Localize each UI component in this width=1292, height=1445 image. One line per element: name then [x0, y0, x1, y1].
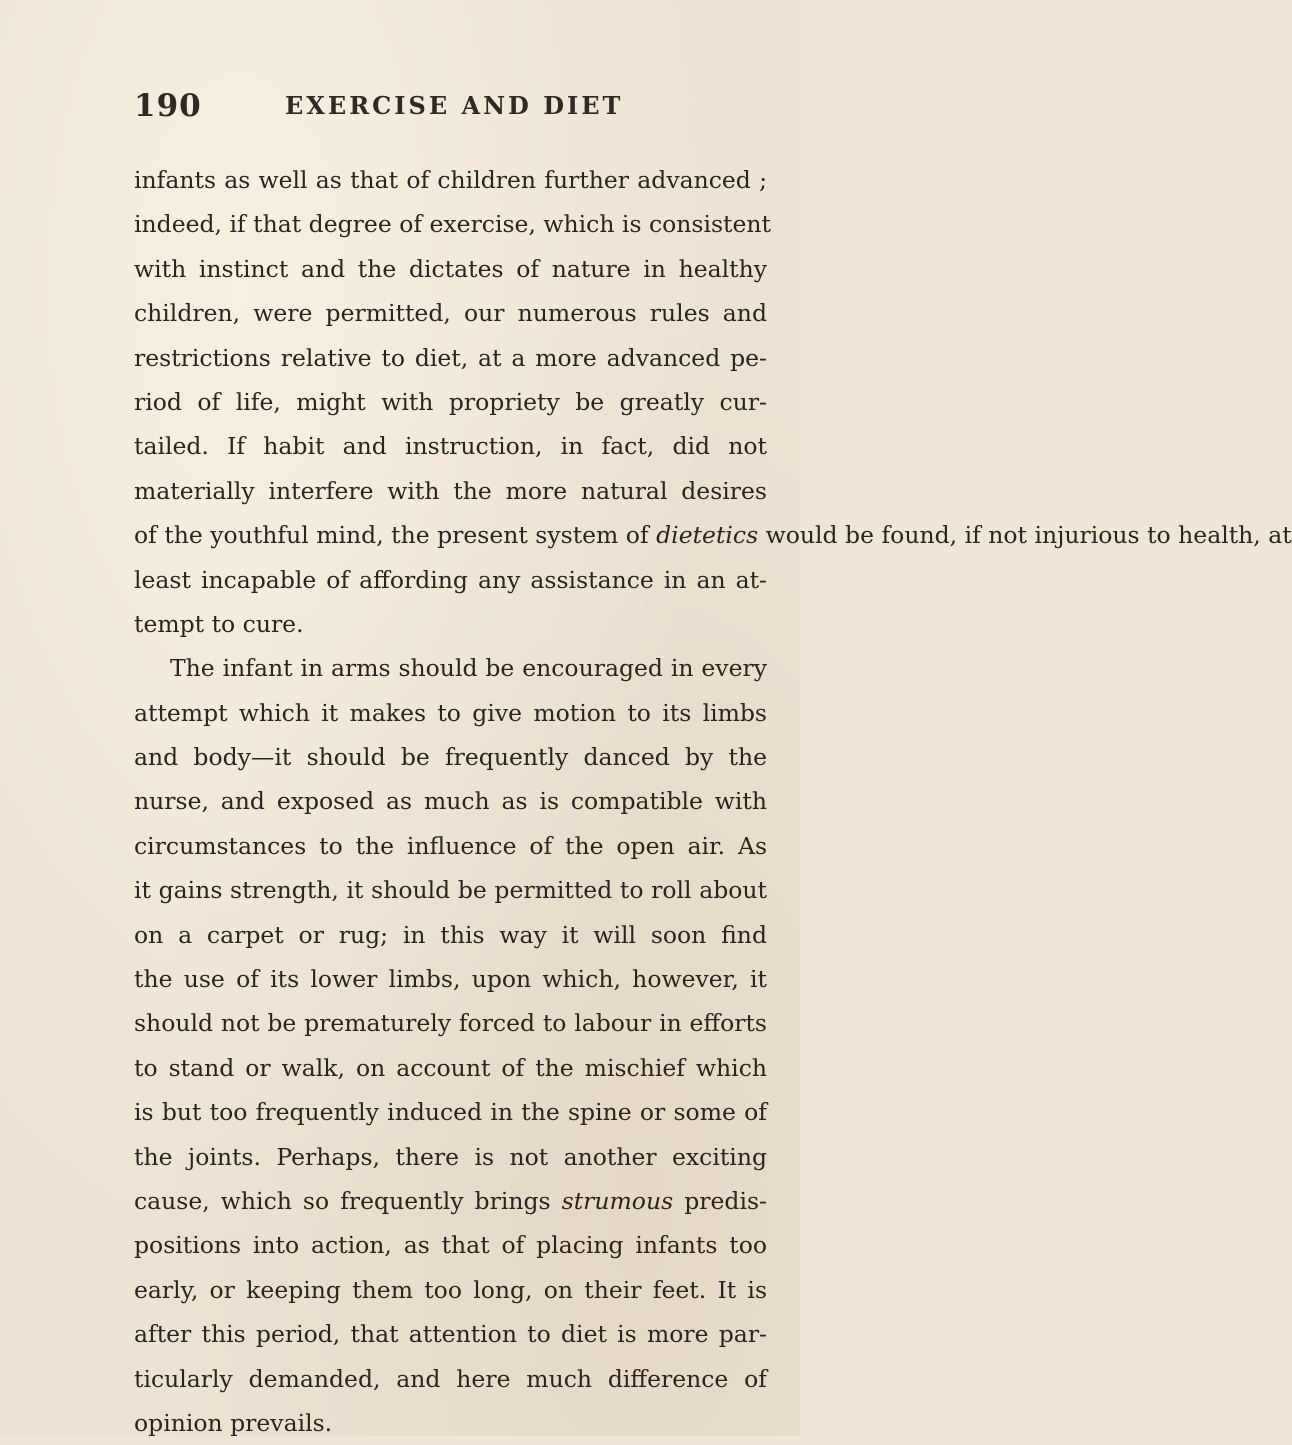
text-line: early, or keeping them too long, on their feet. It is [134, 1275, 767, 1304]
text-line: should not be prematurely forced to labour in efforts [134, 1009, 767, 1038]
text-line: positions into action, as that of placing infants too [134, 1231, 767, 1260]
text-line: is but too frequently induced in the spine or some of [134, 1098, 767, 1127]
text-line: materially interfere with the more natural desires [134, 476, 767, 505]
italic-term: strumous [561, 1186, 674, 1215]
page-number: 190 [134, 88, 202, 124]
text-line: circumstances to the influence of the open air. As [134, 831, 767, 860]
text-line: children, were permitted, our numerous rules and [134, 299, 767, 328]
text-line: infants as well as that of children further advanced ; [134, 166, 767, 194]
text-line: riod of life, might with propriety be greatly cur- [134, 387, 767, 416]
text-line: least incapable of affording any assistance in an at- [134, 565, 767, 594]
text-line: on a carpet or rug; in this way it will soon find [134, 920, 767, 949]
text-line: and body—it should be frequently danced by the [134, 743, 767, 772]
text-line: it gains strength, it should be permitted to roll about [134, 876, 767, 905]
text-line [134, 1179, 767, 1223]
text-line: with instinct and the dictates of nature in healthy [134, 254, 767, 283]
text-segment: would be found, if not injurious to health, at [765, 521, 1292, 550]
text-segment: predis- [684, 1186, 767, 1215]
text-line: nurse, and exposed as much as is compatible with [134, 787, 767, 816]
text-line: tailed. If habit and instruction, in fact, did not [134, 432, 767, 461]
running-head [134, 88, 734, 128]
text-line: ticularly demanded, and here much difference of [134, 1364, 767, 1393]
text-line [134, 513, 1292, 557]
running-title: EXERCISE AND DIET [285, 91, 624, 120]
text-line: restrictions relative to diet, at a more advanced pe- [134, 343, 767, 372]
italic-term: dietetics [656, 521, 759, 550]
text-segment: of the youthful mind, the present system of [134, 521, 649, 550]
text-line: after this period, that attention to diet is more par- [134, 1320, 767, 1349]
text-line: tempt to cure. [134, 609, 304, 638]
text-line: the use of its lower limbs, upon which, however, it [134, 965, 767, 994]
text-line: indeed, if that degree of exercise, which is consistent [134, 210, 771, 239]
text-line: attempt which it makes to give motion to its limbs [134, 698, 767, 727]
text-segment: cause, which so frequently brings [134, 1186, 551, 1215]
paragraph-start-line: The infant in arms should be encouraged in every [170, 654, 767, 683]
text-line: to stand or walk, on account of the mischief which [134, 1053, 767, 1082]
body-text [134, 158, 1292, 1445]
text-line: the joints. Perhaps, there is not another exciting [134, 1142, 767, 1171]
text-line: opinion prevails. [134, 1408, 333, 1437]
